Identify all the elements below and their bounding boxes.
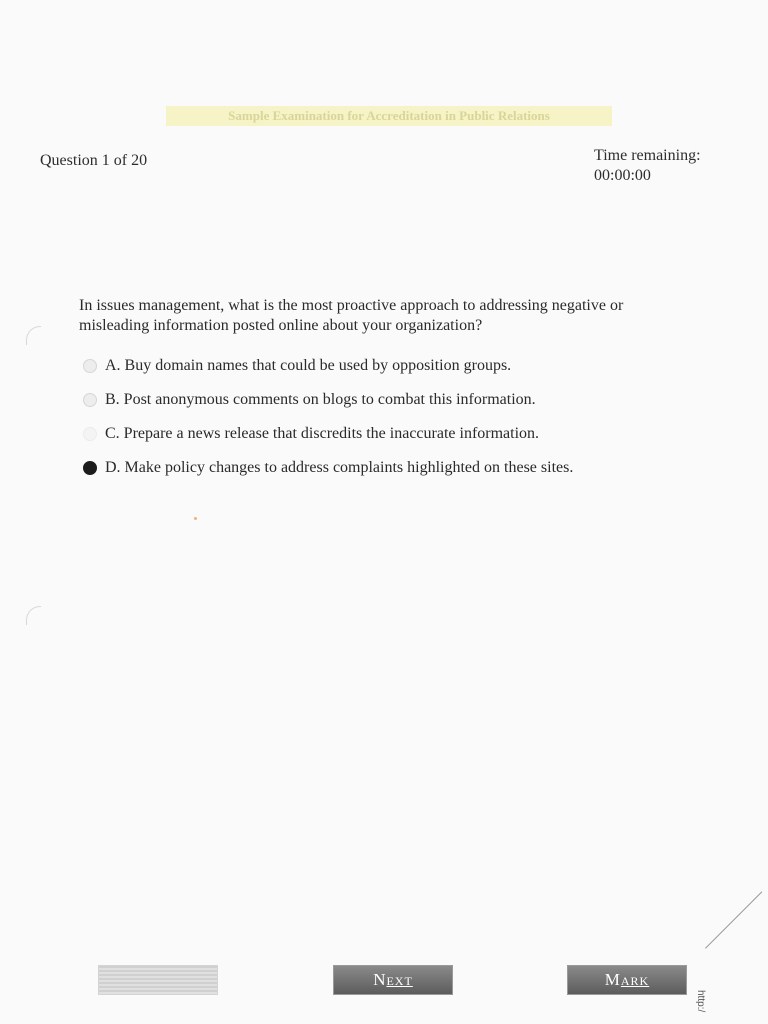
question-counter: Question 1 of 20: [40, 152, 148, 169]
answer-option-label: B. Post anonymous comments on blogs to combat this information.: [105, 391, 536, 408]
answer-option-c[interactable]: [82, 417, 702, 451]
mark-button-label-rest: ARK: [620, 974, 650, 988]
question-text-line: misleading information posted online about your organization?: [79, 317, 483, 334]
next-button[interactable]: [333, 965, 453, 995]
punch-hole-mark: [26, 326, 41, 345]
radio-unselected-icon[interactable]: [83, 393, 97, 407]
exam-title: Sample Examination for Accreditation in Public Relations: [166, 106, 612, 126]
time-remaining-value: 00:00:00: [594, 167, 651, 184]
answer-option-label: D. Make policy changes to address complaints highlighted on these sites.: [105, 459, 574, 476]
answer-option-label: C. Prepare a news release that discredits the inaccurate information.: [105, 425, 540, 442]
previous-button[interactable]: [98, 965, 218, 995]
answer-option-d[interactable]: [82, 451, 702, 485]
next-button-label-rest: EXT: [386, 974, 413, 988]
radio-selected-icon[interactable]: [83, 461, 97, 475]
scan-speck: [194, 517, 197, 520]
answer-option-label: A. Buy domain names that could be used by opposition groups.: [105, 357, 512, 374]
question-text-line: In issues management, what is the most proactive approach to addressing negative or: [79, 297, 624, 314]
answer-options: [82, 349, 702, 485]
mark-button[interactable]: [567, 965, 687, 995]
punch-hole-mark: [26, 606, 41, 625]
time-remaining: [594, 146, 701, 186]
radio-unselected-icon[interactable]: [83, 427, 97, 441]
radio-unselected-icon[interactable]: [83, 359, 97, 373]
page-fold-line: [705, 891, 762, 948]
margin-url-text: http:/: [695, 990, 706, 1013]
next-button-label-initial: N: [373, 970, 387, 989]
time-remaining-label: Time remaining:: [594, 147, 701, 164]
mark-button-label-initial: M: [604, 970, 621, 989]
answer-option-a[interactable]: [82, 349, 702, 383]
question-text: [79, 296, 719, 336]
answer-option-b[interactable]: [82, 383, 702, 417]
